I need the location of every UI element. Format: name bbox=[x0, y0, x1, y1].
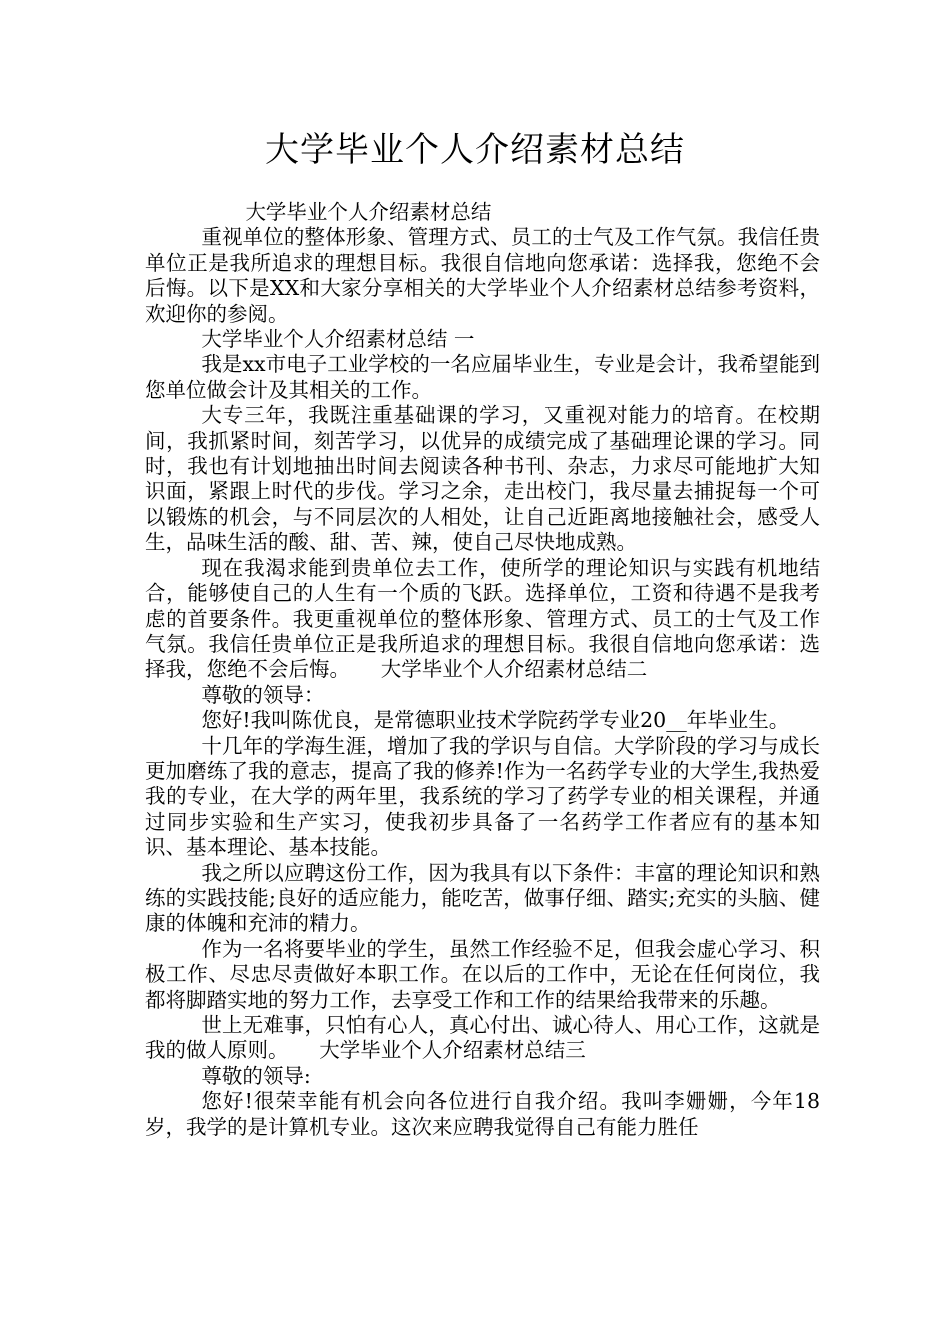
document-title: 大学毕业个人介绍素材总结 bbox=[265, 130, 685, 170]
document-paragraph: 我之所以应聘这份工作，因为我具有以下条件：丰富的理论知识和熟练的实践技能;良好的适应能力，能吃苦，做事仔细、踏实;充实的头脑、健康的体魄和充沛的精力。 bbox=[145, 860, 820, 936]
document-paragraph: 现在我渴求能到贵单位去工作，使所学的理论知识与实践有机地结合，能够使自己的人生有一个质的飞跃。选择单位，工资和待遇不是我考虑的首要条件。我更重视单位的整体形象、管理方式、员工的士气及工作气氛。我信任贵单位正是我所追求的理想目标。我很自信地向您承诺：选择我，您绝不会后悔。 大学毕业个人介绍素材总结二 bbox=[145, 555, 820, 682]
document-paragraph: 重视单位的整体形象、管理方式、员工的士气及工作气氛。我信任贵单位正是我所追求的理想目标。我很自信地向您承诺：选择我，您绝不会后悔。以下是XX和大家分享相关的大学毕业个人介绍素材总结参考资料，欢迎你的参阅。 bbox=[145, 225, 820, 326]
document-paragraph: 世上无难事，只怕有心人，真心付出、诚心待人、用心工作，这就是我的做人原则。 大学毕业个人介绍素材总结三 bbox=[145, 1013, 820, 1063]
document-paragraph: 我是xx市电子工业学校的一名应届毕业生，专业是会计，我希望能到您单位做会计及其相关的工作。 bbox=[145, 352, 820, 402]
document-paragraph: 大学毕业个人介绍素材总结 bbox=[245, 200, 492, 224]
document-paragraph: 您好!很荣幸能有机会向各位进行自我介绍。我叫李姗姗，今年18岁，我学的是计算机专业。这次来应聘我觉得自己有能力胜任 bbox=[145, 1089, 820, 1139]
document-paragraph: 作为一名将要毕业的学生，虽然工作经验不足，但我会虚心学习、积极工作、尽忠尽责做好本职工作。在以后的工作中，无论在任何岗位，我都将脚踏实地的努力工作，去享受工作和工作的结果给我带来的乐趣。 bbox=[145, 936, 820, 1012]
document-paragraph: 大专三年，我既注重基础课的学习，又重视对能力的培育。在校期间，我抓紧时间，刻苦学习，以优异的成绩完成了基础理论课的学习。同时，我也有计划地抽出时间去阅读各种书刊、杂志，力求尽可能地扩大知识面，紧跟上时代的步伐。学习之余，走出校门，我尽量去捕捉每一个可以锻炼的机会，与不同层次的人相处，让自己近距离地接触社会，感受人生，品味生活的酸、甜、苦、辣，使自己尽快地成熟。 bbox=[145, 403, 820, 555]
document-paragraph: 您好!我叫陈优良，是常德职业技术学院药学专业20__年毕业生。 bbox=[201, 708, 790, 733]
document-paragraph: 十几年的学海生涯，增加了我的学识与自信。大学阶段的学习与成长更加磨练了我的意志，提高了我的修养!作为一名药学专业的大学生,我热爱我的专业，在大学的两年里，我系统的学习了药学专业的相关课程，并通过同步实验和生产实习，使我初步具备了一名药学工作者应有的基本知识、基本理论、基本技能。 bbox=[145, 733, 820, 860]
document-body bbox=[145, 200, 820, 1140]
document-paragraph: 尊敬的领导： bbox=[201, 682, 325, 707]
document-paragraph: 尊敬的领导: bbox=[201, 1063, 311, 1088]
document-paragraph: 大学毕业个人介绍素材总结 一 bbox=[201, 327, 475, 352]
